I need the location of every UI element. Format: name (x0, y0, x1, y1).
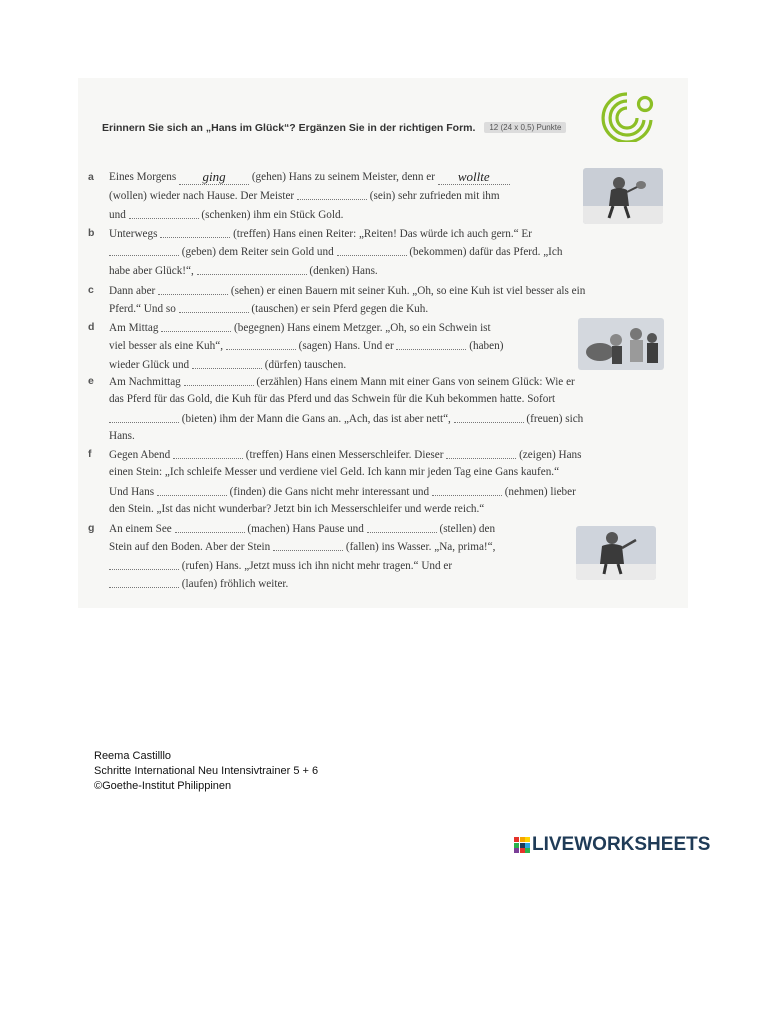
exercise-text: (fallen) ins Wasser. „Na, prima!“, (343, 541, 496, 554)
exercise-text: (freuen) sich (523, 412, 584, 425)
exercise-text: Gegen Abend (109, 449, 173, 461)
exercise-text: den Stein. „Ist das nicht wunderbar? Jetzt bin ich Messerschleifer und werde reich.“ (109, 502, 485, 515)
exercise-line (109, 445, 668, 463)
exercise-line (109, 261, 668, 279)
answer-blank[interactable] (179, 300, 249, 313)
exercise-text: Eines Morgens (109, 171, 180, 183)
exercise-text: (bekommen) dafür das Pferd. „Ich (406, 246, 563, 259)
exercise-text: An einem See (109, 523, 175, 535)
exercise-text: (laufen) fröhlich weiter. (179, 577, 289, 590)
exercise-text: Pferd.“ Und so (109, 303, 179, 316)
exercise-text: (rufen) Hans. „Jetzt muss ich ihn nicht mehr tragen.“ Und er (179, 559, 453, 572)
hans-walking-illustration (583, 168, 663, 224)
exercise-text: (sein) sehr zufrieden mit ihm (366, 190, 500, 203)
answer-blank[interactable] (226, 337, 296, 350)
exercise-text: (haben) (466, 340, 504, 353)
exercise-letter: f (88, 448, 92, 460)
answer-blank[interactable] (297, 187, 367, 200)
exercise-text: einen Stein: „Ich schleife Messer und verdiene viel Geld. Ich kann mir jeden Tag eine Gans kaufen.“ (109, 466, 560, 479)
credits (94, 749, 318, 794)
exercise-text: (treffen) Hans einen Reiter: „Reiten! Das würde ich auch gern.“ Er (230, 228, 532, 240)
answer-blank[interactable] (109, 243, 179, 256)
exercise-line (109, 242, 668, 260)
exercise-text: (machen) Hans Pause und (244, 523, 367, 535)
exercise-text: Stein auf den Boden. Aber der Stein (109, 541, 274, 554)
exercise-text: Am Nachmittag (109, 376, 184, 388)
answer-blank[interactable] (273, 538, 343, 551)
exercise-text: das Pferd für das Gold, die Kuh für das Pferd und das Schwein für die Kuh bekommen hatte. Sofort (109, 393, 556, 406)
exercise-text: Hans. (109, 429, 135, 442)
exercise-instruction (102, 122, 572, 134)
exercise-text: (tauschen) er sein Pferd gegen die Kuh. (248, 303, 429, 316)
answer-blank[interactable] (129, 206, 199, 219)
exercise-line (109, 500, 668, 518)
liveworksheets-logo[interactable] (514, 834, 710, 856)
exercise-line (109, 372, 668, 390)
exercise-text: habe aber Glück!“, (109, 264, 197, 277)
exercise-text: (dürfen) tauschen. (261, 358, 347, 371)
exercise-text: (zeigen) Hans (516, 449, 582, 461)
exercise-text: Am Mittag (109, 322, 162, 334)
author-name: Reema Castilllo (94, 750, 172, 762)
exercise-line (109, 299, 668, 317)
exercise-a (88, 168, 668, 223)
exercise-text: (nehmen) lieber (501, 485, 576, 498)
points-badge: 12 (24 x 0,5) Punkte (484, 122, 566, 133)
answer-blank[interactable] (109, 557, 179, 570)
answer-blank[interactable] (367, 520, 437, 533)
exercise-line (109, 463, 668, 481)
answer-blank[interactable]: ging (179, 172, 249, 185)
instruction-text: Erinnern Sie sich an „Hans im Glück“? Ergänzen Sie in der richtigen Form. (102, 122, 476, 134)
exercise-text: (bieten) ihm der Mann die Gans an. „Ach, das ist aber nett“, (179, 412, 454, 425)
exercise-text: wieder Glück und (109, 358, 192, 371)
hans-pig-butcher-illustration (578, 318, 664, 370)
exercise-text: (geben) dem Reiter sein Gold und (179, 246, 337, 259)
liveworksheets-grid-icon (514, 837, 530, 853)
exercise-f (88, 445, 668, 518)
exercise-letter: a (88, 171, 94, 183)
answer-blank[interactable] (192, 356, 262, 369)
answer-blank[interactable] (109, 575, 179, 588)
exercise-text: (erzählen) Hans einem Mann mit einer Gans von seinem Glück: Wie er (253, 376, 575, 388)
answer-blank[interactable]: wollte (438, 172, 510, 185)
exercise-text: (stellen) den (436, 523, 496, 535)
exercise-letter: e (88, 375, 94, 387)
exercise-text: (wollen) wieder nach Hause. Der Meister (109, 190, 297, 203)
answer-blank[interactable] (173, 446, 243, 459)
exercise-letter: d (88, 321, 95, 333)
exercise-text: viel besser als eine Kuh“, (109, 340, 226, 353)
exercise-text: (begegnen) Hans einem Metzger. „Oh, so ein Schwein ist (231, 322, 491, 334)
answer-blank[interactable] (454, 410, 524, 423)
exercise-e (88, 372, 668, 445)
exercise-text: Und Hans (109, 485, 157, 498)
exercise-text: und (109, 208, 129, 221)
answer-blank[interactable] (160, 225, 230, 238)
hans-at-lake-illustration (576, 526, 656, 580)
exercise-line (109, 427, 668, 445)
exercise-b (88, 224, 668, 279)
exercise-c (88, 281, 668, 318)
exercise-text: (schenken) ihm ein Stück Gold. (198, 208, 344, 221)
answer-blank[interactable] (158, 282, 228, 295)
exercise-text: (treffen) Hans einen Messerschleifer. Dieser (243, 449, 447, 461)
answer-blank[interactable] (337, 243, 407, 256)
answer-blank[interactable] (157, 483, 227, 496)
goethe-logo-icon (596, 90, 658, 142)
answer-blank[interactable] (184, 373, 254, 386)
exercise-line (109, 482, 668, 500)
exercise-text: (finden) die Gans nicht mehr interessant und (226, 485, 432, 498)
answer-blank[interactable] (175, 520, 245, 533)
answer-blank[interactable] (446, 446, 516, 459)
copyright-line: ©Goethe-Institut Philippinen (94, 780, 232, 792)
book-title: Schritte International Neu Intensivtrainer 5 + 6 (94, 765, 319, 777)
exercise-letter: c (88, 284, 94, 296)
exercise-line (109, 390, 668, 408)
exercise-line (109, 281, 668, 299)
exercise-letter: b (88, 227, 95, 239)
exercise-line (109, 409, 668, 427)
answer-blank[interactable] (396, 337, 466, 350)
answer-blank[interactable] (161, 319, 231, 332)
exercise-text: Dann aber (109, 285, 159, 297)
exercise-line (109, 224, 668, 242)
liveworksheets-wordmark: LIVEWORKSHEETS (532, 834, 711, 855)
exercise-text: (sehen) er einen Bauern mit seiner Kuh. „Oh, so eine Kuh ist viel besser als ein (228, 285, 586, 297)
exercise-text: (gehen) Hans zu seinem Meister, denn er (249, 171, 438, 183)
exercise-text: (denken) Hans. (306, 264, 378, 277)
answer-blank[interactable] (432, 483, 502, 496)
exercise-text: (sagen) Hans. Und er (295, 340, 397, 353)
exercise-letter: g (88, 522, 95, 534)
answer-blank[interactable] (109, 410, 179, 423)
exercise-text: Unterwegs (109, 228, 161, 240)
answer-blank[interactable] (197, 262, 307, 275)
